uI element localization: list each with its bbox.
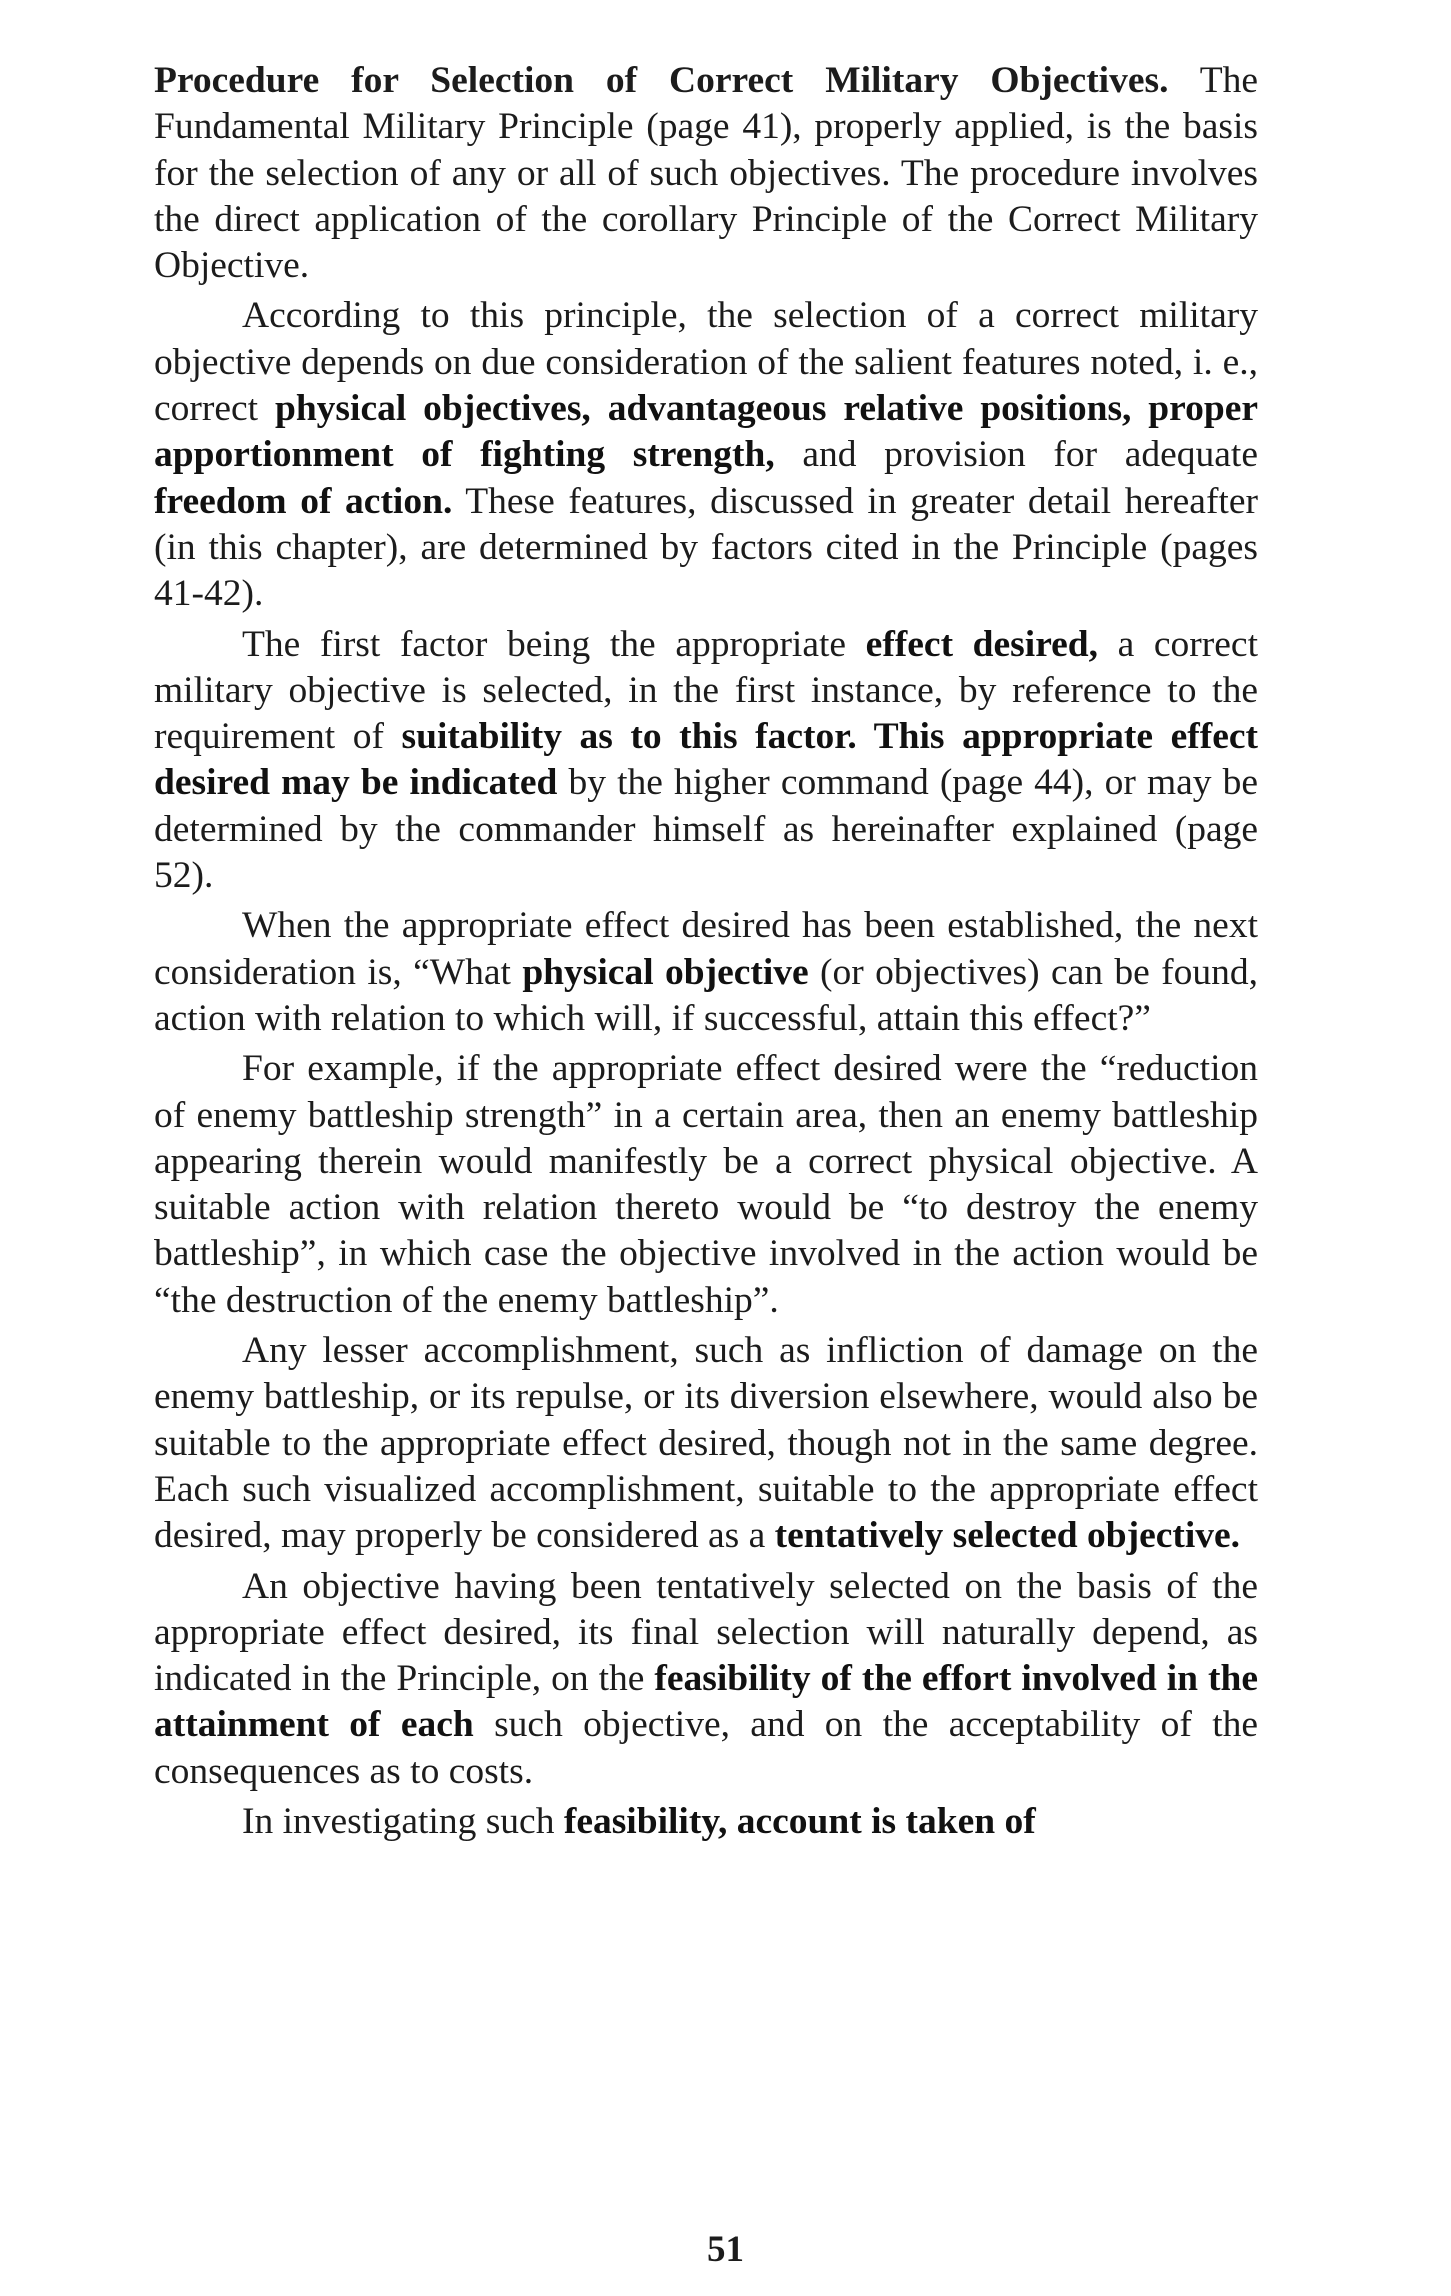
section-heading: Procedure for Selection of Correct Military Objectives. <box>154 60 1169 101</box>
page-number: 51 <box>707 2229 744 2270</box>
paragraph-text: such objective, and on the acceptability of the consequences as to costs. <box>154 1704 1259 1792</box>
paragraph-established <box>154 903 1258 1042</box>
paragraph-text: In investigating such <box>242 1800 564 1842</box>
paragraph-example <box>154 1046 1258 1324</box>
bold-term: physical objective <box>522 951 809 993</box>
paragraph-text: and provision for adequate <box>774 434 1258 476</box>
paragraph-text: The first factor being the appropriate <box>242 623 866 665</box>
bold-term: feasibility of the effort involved in the attainment of each <box>154 1658 1258 1746</box>
paragraph-tentative <box>154 1564 1258 1795</box>
paragraph-first-factor <box>154 622 1258 900</box>
bold-term: suitability as to this factor. This appropriate effect desired may be indicated <box>154 716 1258 804</box>
page-body <box>154 58 1258 1849</box>
paragraph-text: a correct military objective is selected, in the first instance, by reference to the requirement of <box>154 623 1258 758</box>
bold-term: freedom of action. <box>154 480 453 522</box>
bold-term: advantageous relative positions, proper apportionment of fighting strength, <box>154 388 1259 476</box>
paragraph-text: The Fundamental Military Principle (page 41), properly applied, is the basis for the selection of any or all of such objectives. The procedure involves the direct application of the corollary Principle of the Correct Military Objective. <box>154 60 1259 287</box>
paragraph-text: by the higher command (page 44), or may be determined by the commander himself as hereinafter explained (page 52). <box>154 762 1258 897</box>
bold-term: effect desired, <box>865 623 1099 665</box>
bold-term: feasibility, account is taken of <box>563 1800 1036 1842</box>
paragraph-text <box>591 388 608 429</box>
bold-term: physical objectives, <box>274 388 591 430</box>
bold-term: tentatively selected objective. <box>774 1515 1241 1557</box>
paragraph-text: Any lesser accomplishment, such as infliction of damage on the enemy battleship, or its repulse, or its diversion elsewhere, would also be suitable to the appropriate effect desired, though not in the same degree. Each such visualized accomplishment, suitable to the appropriate effect desired, may properly be considered as a <box>154 1330 1258 1557</box>
paragraph-text: According to this principle, the selection of a correct military objective depends on due consideration of the salient features noted, i. e., correct <box>154 295 1258 430</box>
paragraph-text: An objective having been tentatively selected on the basis of the appropriate effect desired, its final selection will naturally depend, as indicated in the Principle, on the <box>154 1565 1258 1700</box>
paragraph-procedure <box>154 58 1258 289</box>
paragraph-lesser <box>154 1328 1258 1559</box>
paragraph-text: When the appropriate effect desired has been established, the next consideration is, “What <box>154 905 1258 993</box>
paragraph-principle <box>154 293 1258 617</box>
paragraph-feasibility <box>154 1799 1258 1845</box>
paragraph-text: For example, if the appropriate effect desired were the “reduction of enemy battleship strength” in a certain area, then an enemy battleship appearing therein would manifestly be a correct physical objective. A suitable action with relation thereto would be “to destroy the enemy battleship”, in which case the objective involved in the action would be “the destruction of the enemy battleship”. <box>154 1048 1258 1321</box>
paragraph-text: (or objectives) can be found, action with relation to which will, if successful, attain this effect?” <box>154 951 1258 1039</box>
paragraph-text: These features, discussed in greater detail hereafter (in this chapter), are determined by factors cited in the Principle (pages 41-42). <box>154 480 1258 615</box>
